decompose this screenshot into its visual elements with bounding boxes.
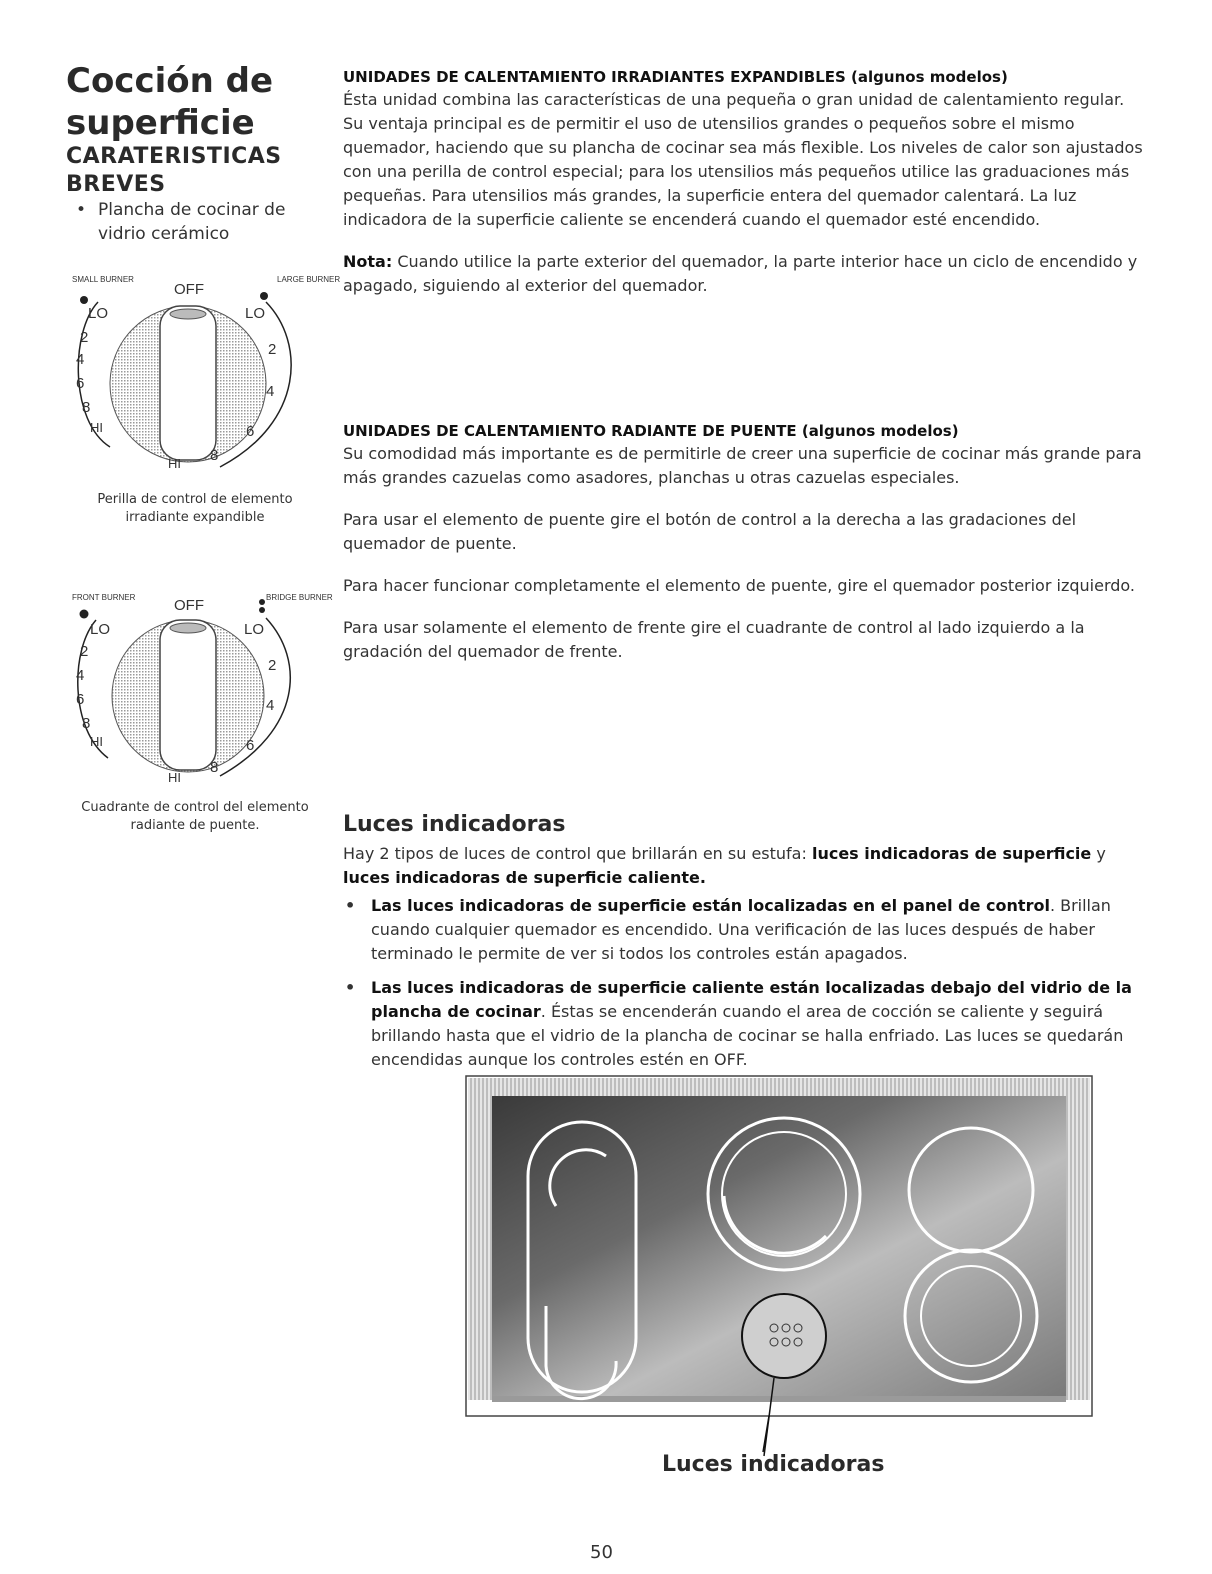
note-text: Cuando utilice la parte exterior del quemador, la parte interior hace un ciclo de encendido y apagado, siguiendo al exterior del quemador.	[343, 252, 1138, 295]
cooktop-illustration	[466, 1076, 1092, 1416]
intro-mid: y	[1091, 844, 1106, 863]
knob2-left-label: FRONT BURNER	[72, 593, 136, 602]
cooktop-icon	[466, 1076, 1092, 1416]
bullet1-bold: Las luces indicadoras de superficie están localizadas en el panel de control	[371, 896, 1050, 915]
section2-paragraph: Para usar el elemento de puente gire el botón de control a la derecha a las gradaciones del quemador de puente.	[343, 510, 1077, 553]
knob1-hi-left: HI	[90, 420, 103, 435]
expandable-units-section	[343, 66, 1145, 298]
feature-bullet	[76, 198, 316, 246]
indicator-lights-section	[343, 842, 1145, 1082]
knob2-left-mark: 2	[80, 643, 89, 660]
note-label: Nota:	[343, 252, 393, 271]
intro-text: Hay 2 tipos de luces de control que brillarán en su estufa:	[343, 844, 812, 863]
knob2-right-label: BRIDGE BURNER	[266, 593, 333, 602]
knob2-lo-right: LO	[244, 621, 265, 638]
knob2-off-label: OFF	[174, 597, 204, 614]
list-item	[343, 894, 1145, 966]
knob1-caption: Perilla de control de elemento irradiante expandible	[97, 492, 293, 525]
knob2-left-mark: 6	[76, 691, 85, 708]
section2-paragraph: Su comodidad más importante es de permitirle de creer una superficie de cocinar más grande para más grandes cazuelas como asadores, planchas u otras cazuelas especiales.	[343, 444, 1142, 487]
knob1-right-mark: 8	[210, 447, 219, 464]
section1-body: Ésta unidad combina las características de una pequeña o gran unidad de calentamiento regular. Su ventaja principal es de permitir el uso de utensilios grandes o pequeños sobre el mismo quemador, haciendo que su plancha de cocinar sea más flexible. Los niveles de calor son ajustados con una perilla de control especial; para los utensilios más pequeños utilice las graduaciones más pequeñas. Para utensilios más grandes, la superficie entera del quemador calentará. La luz indicadora de la superficie caliente se encenderá cuando el quemador esté encendido.	[343, 90, 1143, 229]
knob1-lo-left: LO	[88, 305, 109, 322]
knob1-left-mark: 4	[76, 351, 85, 368]
knob1-left-label: SMALL BURNER	[72, 275, 134, 284]
section2-heading: UNIDADES DE CALENTAMIENTO RADIANTE DE PUENTE (algunos modelos)	[343, 422, 959, 440]
figure-caption: Luces indicadoras	[662, 1452, 885, 1477]
indicator-lights-heading: Luces indicadoras	[343, 812, 566, 837]
knob2-left-mark: 4	[76, 667, 85, 684]
knob1-left-mark: 6	[76, 375, 85, 392]
knob2-right-mark: 6	[246, 737, 255, 754]
knob1-off-label: OFF	[174, 281, 204, 298]
knob2-caption: Cuadrante de control del elemento radiante de puente.	[81, 800, 309, 833]
section3-intro	[343, 842, 1145, 890]
intro-bold-2: luces indicadoras de superficie caliente.	[343, 868, 706, 887]
section-subtitle: CARATERISTICAS BREVES	[66, 144, 282, 197]
knob-diagram-icon	[70, 272, 341, 487]
section1-heading: UNIDADES DE CALENTAMIENTO IRRADIANTES EXPANDIBLES (algunos modelos)	[343, 68, 1008, 86]
list-item	[343, 976, 1145, 1072]
section1-note	[343, 250, 1145, 298]
knob2-hi-left: HI	[90, 734, 103, 749]
knob1-right-mark: 6	[246, 423, 255, 440]
knob1-lo-right: LO	[245, 305, 266, 322]
knob2-right-mark: 2	[268, 657, 277, 674]
knob1-right-mark: 2	[268, 341, 277, 358]
section2-paragraph: Para hacer funcionar completamente el elemento de puente, gire el quemador posterior izquierdo.	[343, 576, 1135, 595]
page-title: Cocción de superficie	[66, 61, 274, 143]
knob2-left-mark: 8	[82, 715, 91, 732]
knob2-right-mark: 4	[266, 697, 275, 714]
bridge-control-knob	[70, 590, 333, 835]
bullet1-text: . Brillan cuando cualquier quemador es encendido. Una verificación de las luces después de haber terminado le permite de ver si todos los controles están apagados.	[371, 896, 1111, 963]
knob-diagram-icon	[70, 590, 333, 795]
expandable-control-knob	[70, 272, 341, 527]
section2-paragraph: Para usar solamente el elemento de frente gire el cuadrante de control al lado izquierdo a la gradación del quemador de frente.	[343, 618, 1085, 661]
feature-bullet-text: Plancha de cocinar de vidrio cerámico	[98, 200, 286, 244]
knob2-lo-left: LO	[90, 621, 111, 638]
knob1-left-mark: 2	[80, 329, 89, 346]
bullet-dot-icon: •	[345, 978, 356, 997]
bullet2-text: . Éstas se encenderán cuando el area de cocción se caliente y seguirá brillando hasta que el vidrio de la plancha de cocinar se halla enfriado. Las luces se quedarán encendidas aunque los controles estén en OFF.	[371, 1002, 1124, 1069]
bullet2-bold: Las luces indicadoras de superficie caliente están localizadas debajo del vidrio de la plancha de cocinar	[371, 978, 1132, 1021]
bullet-dot-icon: •	[345, 896, 356, 915]
knob2-hi-right: HI	[168, 770, 181, 785]
knob1-hi-right: HI	[168, 456, 181, 471]
bridge-units-section	[343, 420, 1145, 664]
knob1-left-mark: 8	[82, 399, 91, 416]
knob1-right-label: LARGE BURNER	[277, 275, 341, 284]
intro-bold-1: luces indicadoras de superficie	[811, 844, 1092, 863]
knob1-right-mark: 4	[266, 383, 275, 400]
knob2-right-mark: 8	[210, 759, 219, 776]
bullet-dot-icon: •	[76, 200, 87, 220]
callout-line	[762, 1416, 764, 1450]
page-number: 50	[590, 1542, 613, 1563]
